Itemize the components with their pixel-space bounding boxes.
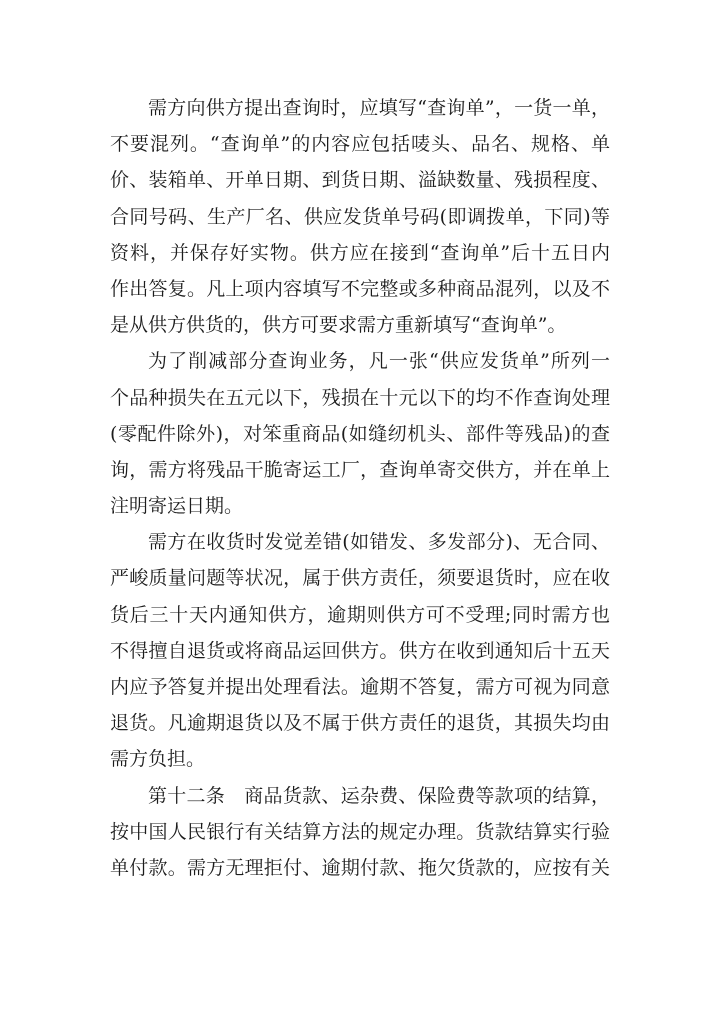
paragraph-3-line-6: 退货。凡逾期退货以及不属于供方责任的退货，其损失均由: [110, 712, 610, 735]
paragraph-4-line-3: 单付款。需方无理拒付、逾期付款、拖欠货款的，应按有关: [110, 856, 610, 879]
paragraph-4-line-2: 按中国人民银行有关结算方法的规定办理。货款结算实行验: [110, 820, 610, 843]
paragraph-1-line-2: 不要混列。“查询单”的内容应包括唛头、品名、规格、单: [110, 133, 610, 156]
paragraph-2-line-4: 询，需方将残品干脆寄运工厂，查询单寄交供方，并在单上: [110, 458, 610, 481]
paragraph-3-line-5: 内应予答复并提出处理看法。逾期不答复，需方可视为同意: [110, 676, 610, 698]
paragraph-1-line-6: 作出答复。凡上项内容填写不完整或多种商品混列，以及不: [110, 277, 610, 300]
paragraph-1-line-3: 价、装箱单、开单日期、到货日期、溢缺数量、残损程度、: [110, 169, 610, 192]
paragraph-1-line-4: 合同号码、生产厂名、供应发货单号码(即调拨单，下同)等: [110, 205, 610, 228]
paragraph-3-line-7: 需方负担。: [110, 748, 206, 771]
paragraph-2-line-1: 为了削减部分查询业务，凡一张“供应发货单”所列一: [148, 350, 610, 373]
document-body: [110, 90, 610, 886]
paragraph-2-line-5: 注明寄运日期。: [110, 495, 244, 518]
paragraph-1-line-7: 是从供方供货的，供方可要求需方重新填写“查询单”。: [110, 314, 567, 337]
paragraph-1-line-5: 资料，并保存好实物。供方应在接到“查询单”后十五日内: [110, 241, 610, 264]
paragraph-3-line-4: 不得擅自退货或将商品运回供方。供方在收到通知后十五天: [110, 639, 610, 662]
paragraph-3-line-1: 需方在收货时发觉差错(如错发、多发部分)、无合同、: [148, 531, 610, 554]
paragraph-1-line-1: 需方向供方提出查询时，应填写“查询单”，一货一单，: [148, 97, 610, 119]
paragraph-4-line-1: 第十二条 商品货款、运杂费、保险费等款项的结算，: [148, 784, 610, 807]
paragraph-3-line-3: 货后三十天内通知供方，逾期则供方可不受理;同时需方也: [110, 603, 610, 626]
paragraph-2-line-2: 个品种损失在五元以下，残损在十元以下的均不作查询处理: [110, 386, 610, 409]
paragraph-2-line-3: (零配件除外)，对笨重商品(如缝纫机头、部件等残品)的查: [110, 422, 610, 445]
paragraph-3-line-2: 严峻质量问题等状况，属于供方责任，须要退货时，应在收: [110, 567, 610, 590]
